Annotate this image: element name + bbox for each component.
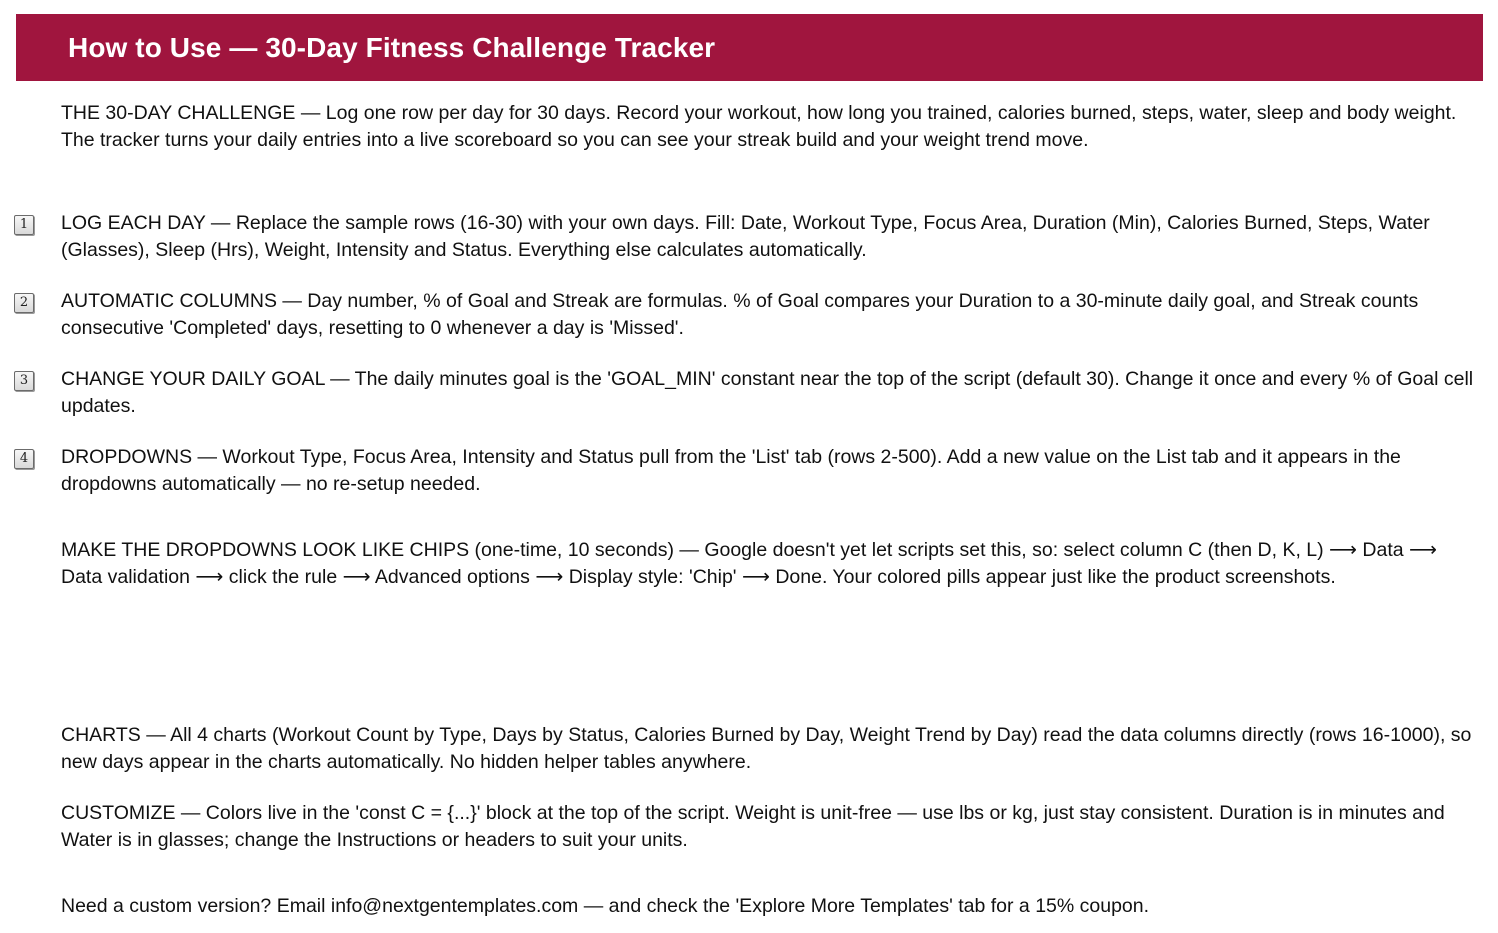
step-1-text: LOG EACH DAY — Replace the sample rows (16-30) with your own days. Fill: Date, Workout Type, Focus Area, Duration (Min), Calories Burned, Steps, Water (Glasses), Sleep (Hrs), Weight, Intensity and Status. Everything else calculates automatically. (61, 212, 1430, 261)
step-4-number-icon: 4 (14, 449, 34, 469)
charts-paragraph: CHARTS — All 4 charts (Workout Count by Type, Days by Status, Calories Burned by Day, Weight Trend by Day) read the data columns directly (rows 16-1000), so new days appear in the charts automatically. No hidden helper tables anywhere. (61, 724, 1472, 773)
customize-paragraph: CUSTOMIZE — Colors live in the 'const C = {...}' block at the top of the script. Weight is unit-free — use lbs or kg, just stay consistent. Duration is in minutes and Water is in glasses; change the Instructions or headers to suit your units. (61, 802, 1445, 851)
step-1-number-icon: 1 (14, 215, 34, 235)
page-title: How to Use — 30-Day Fitness Challenge Tracker (68, 31, 716, 63)
header-bar (16, 14, 1483, 81)
intro-paragraph: THE 30-DAY CHALLENGE — Log one row per day for 30 days. Record your workout, how long you trained, calories burned, steps, water, sleep and body weight. The tracker turns your daily entries into a live scoreboard so you can see your streak build and your weight trend move. (61, 102, 1457, 151)
chips-instructions: MAKE THE DROPDOWNS LOOK LIKE CHIPS (one-time, 10 seconds) — Google doesn't yet let scripts set this, so: select column C (then D, K, L) ⟶ Data ⟶ Data validation ⟶ click the rule ⟶ Advanced options ⟶ Display style: 'Chip' ⟶ Done. Your colored pills appear just like the product screenshots. (61, 539, 1437, 588)
step-2-number-icon: 2 (14, 293, 34, 313)
step-4-text: DROPDOWNS — Workout Type, Focus Area, Intensity and Status pull from the 'List' tab (rows 2-500). Add a new value on the List tab and it appears in the dropdowns automatically — no re-setup needed. (61, 446, 1401, 495)
step-2-text: AUTOMATIC COLUMNS — Day number, % of Goal and Streak are formulas. % of Goal compares your Duration to a 30-minute daily goal, and Streak counts consecutive 'Completed' days, resetting to 0 whenever a day is 'Missed'. (61, 290, 1419, 339)
footer-contact-text: Need a custom version? Email info@nextgentemplates.com — and check the 'Explore More Templates' tab for a 15% coupon. (61, 895, 1150, 917)
step-3-text: CHANGE YOUR DAILY GOAL — The daily minutes goal is the 'GOAL_MIN' constant near the top of the script (default 30). Change it once and every % of Goal cell updates. (61, 368, 1474, 417)
step-3-number-icon: 3 (14, 371, 34, 391)
